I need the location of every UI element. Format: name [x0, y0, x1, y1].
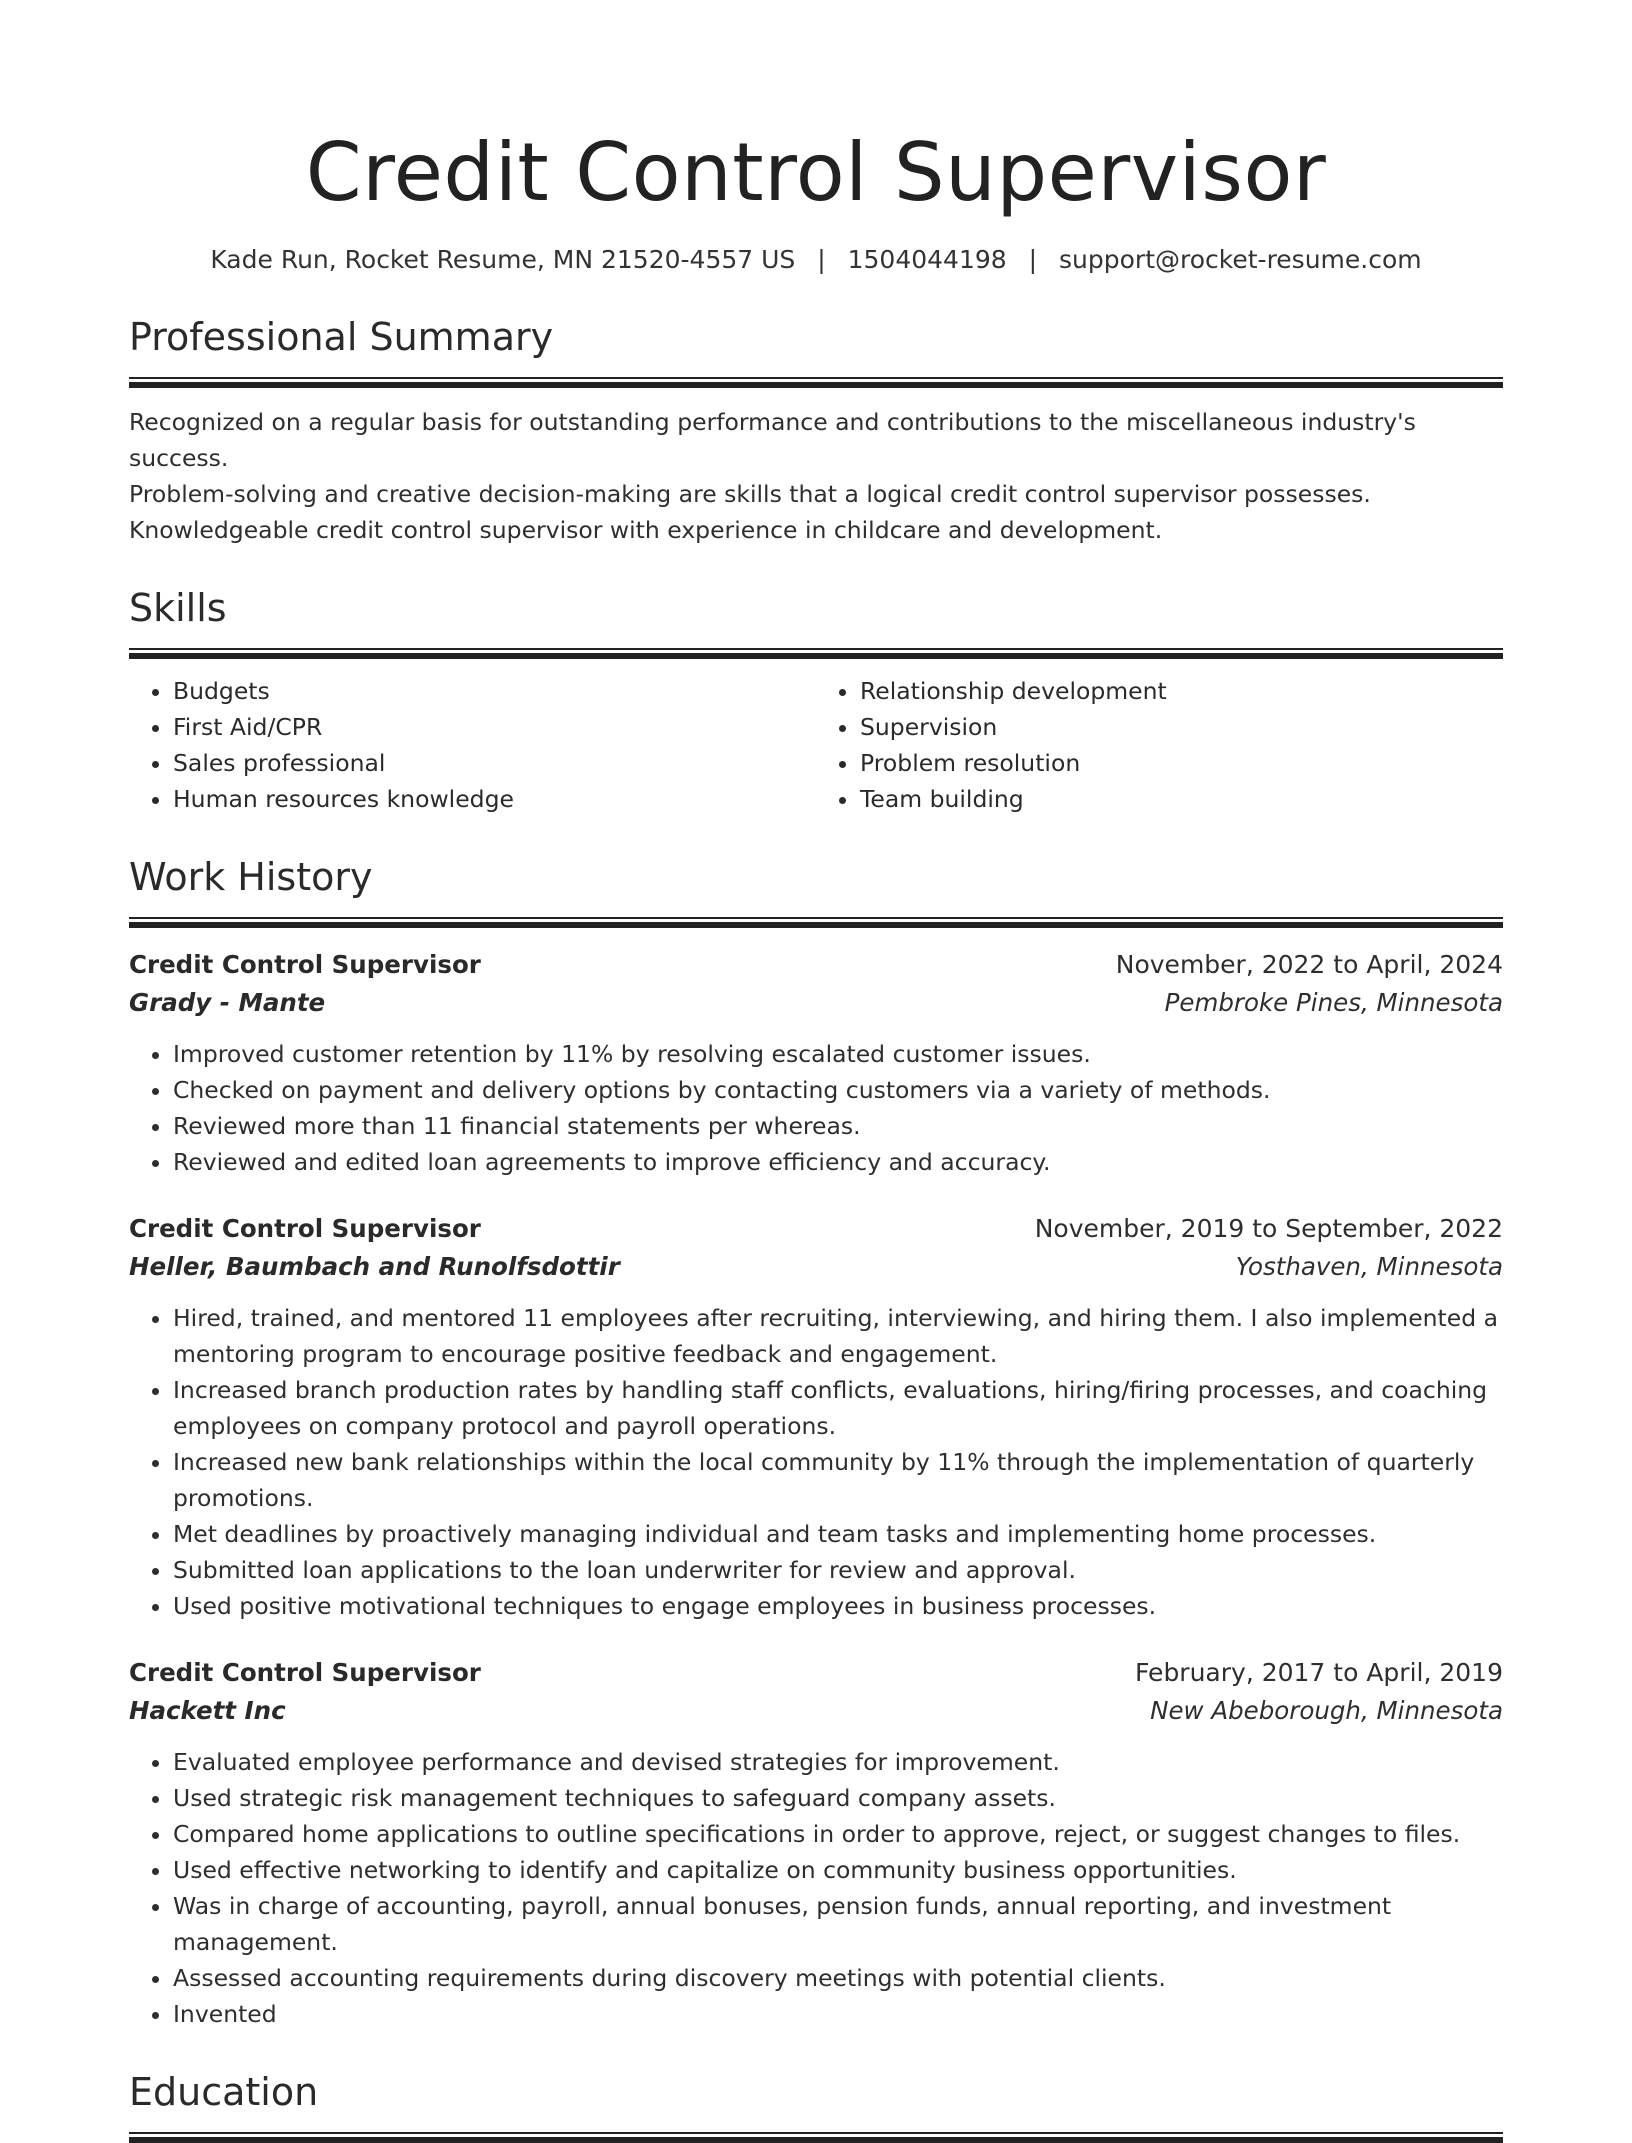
job-bullet: • Assessed accounting requirements during discovery meetings with potential clients. — [173, 1960, 1503, 1996]
education-section — [129, 2066, 1503, 2143]
job-bullet: • Checked on payment and delivery options by contacting customers via a variety of methods. — [173, 1072, 1503, 1108]
job-bullet: • Used strategic risk management techniques to safeguard company assets. — [173, 1780, 1503, 1816]
job-bullets — [129, 1300, 1503, 1624]
job-title: Credit Control Supervisor — [129, 950, 481, 979]
job-dates: November, 2019 to September, 2022 — [1034, 1214, 1503, 1243]
job-bullet: • Met deadlines by proactively managing individual and team tasks and implementing home processes. — [173, 1516, 1503, 1552]
job-title: Credit Control Supervisor — [129, 1214, 481, 1243]
job-entry — [129, 1210, 1503, 1624]
skill-item: • Team building — [860, 781, 1503, 817]
summary-line: Problem-solving and creative decision-making are skills that a logical credit control supervisor possesses. — [129, 480, 1371, 508]
job-bullet: • Invented — [173, 1996, 1503, 2032]
resume-name: Credit Control Supervisor — [305, 126, 1327, 219]
contact-email: support@rocket-resume.com — [1059, 245, 1422, 274]
job-bullet: • Used positive motivational techniques to engage employees in business processes. — [173, 1588, 1503, 1624]
job-location: Yosthaven, Minnesota — [1235, 1252, 1503, 1281]
job-dates: February, 2017 to April, 2019 — [1135, 1658, 1503, 1687]
job-title: Credit Control Supervisor — [129, 1658, 481, 1687]
job-bullet: • Increased new bank relationships within the local community by 11% through the implementation of quarterly promotions. — [173, 1444, 1503, 1516]
skill-item: • Supervision — [860, 709, 1503, 745]
section-title-skills: Skills — [129, 586, 227, 630]
contact-separator: | — [1028, 245, 1038, 274]
job-dates: November, 2022 to April, 2024 — [1115, 950, 1503, 979]
skills-list-right — [816, 673, 1503, 817]
skill-item: • Problem resolution — [860, 745, 1503, 781]
section-divider — [129, 2132, 1503, 2143]
skill-item: • Relationship development — [860, 673, 1503, 709]
summary-text — [129, 404, 1503, 548]
job-bullet: • Compared home applications to outline specifications in order to approve, reject, or suggest changes to files. — [173, 1816, 1503, 1852]
section-title-summary: Professional Summary — [129, 315, 554, 359]
contact-separator: | — [817, 245, 826, 274]
job-header-row — [129, 1210, 1503, 1248]
summary-line: Knowledgeable credit control supervisor with experience in childcare and development. — [129, 516, 1163, 544]
job-bullet: • Used effective networking to identify and capitalize on community business opportunities. — [173, 1852, 1503, 1888]
contact-address: Kade Run, Rocket Resume, MN 21520-4557 US — [210, 245, 796, 274]
job-company-row — [129, 984, 1503, 1022]
job-company-row — [129, 1248, 1503, 1286]
job-company-row — [129, 1692, 1503, 1730]
skill-item: • Budgets — [173, 673, 816, 709]
job-company: Heller, Baumbach and Runolfsdottir — [129, 1252, 620, 1281]
job-location: New Abeborough, Minnesota — [1150, 1696, 1503, 1725]
job-company: Hackett Inc — [129, 1696, 286, 1725]
section-divider — [129, 917, 1503, 928]
work-history-section — [129, 851, 1503, 2032]
job-bullet: • Hired, trained, and mentored 11 employees after recruiting, interviewing, and hiring them. I also implemented a mentoring program to encourage positive feedback and engagement. — [173, 1300, 1503, 1372]
job-bullet: • Evaluated employee performance and devised strategies for improvement. — [173, 1744, 1503, 1780]
contact-line — [129, 243, 1503, 277]
job-entry — [129, 946, 1503, 1180]
job-bullet: • Reviewed and edited loan agreements to improve efficiency and accuracy. — [173, 1144, 1503, 1180]
job-header-row — [129, 1654, 1503, 1692]
job-bullet: • Reviewed more than 11 financial statements per whereas. — [173, 1108, 1503, 1144]
job-bullets — [129, 1036, 1503, 1180]
summary-section — [129, 311, 1503, 548]
skill-item: • Sales professional — [173, 745, 816, 781]
section-title-education: Education — [129, 2070, 319, 2114]
section-divider — [129, 648, 1503, 659]
job-bullets — [129, 1744, 1503, 2032]
skill-item: • Human resources knowledge — [173, 781, 816, 817]
section-divider — [129, 377, 1503, 388]
job-company: Grady - Mante — [129, 988, 326, 1017]
job-header-row — [129, 946, 1503, 984]
job-bullet: • Was in charge of accounting, payroll, annual bonuses, pension funds, annual reporting, and investment management. — [173, 1888, 1503, 1960]
skill-item: • First Aid/CPR — [173, 709, 816, 745]
job-bullet: • Submitted loan applications to the loan underwriter for review and approval. — [173, 1552, 1503, 1588]
summary-line: Recognized on a regular basis for outstanding performance and contributions to the miscellaneous industry's success. — [129, 408, 1416, 472]
job-bullet: • Increased branch production rates by handling staff conflicts, evaluations, hiring/firing processes, and coaching employees on company protocol and payroll operations. — [173, 1372, 1503, 1444]
skills-list-left — [129, 673, 816, 817]
skills-section — [129, 582, 1503, 817]
contact-phone: 1504044198 — [847, 245, 1007, 274]
section-title-work-history: Work History — [129, 855, 373, 899]
skills-columns — [129, 673, 1503, 817]
job-bullet: • Improved customer retention by 11% by resolving escalated customer issues. — [173, 1036, 1503, 1072]
job-location: Pembroke Pines, Minnesota — [1164, 988, 1503, 1017]
job-entry — [129, 1654, 1503, 2032]
